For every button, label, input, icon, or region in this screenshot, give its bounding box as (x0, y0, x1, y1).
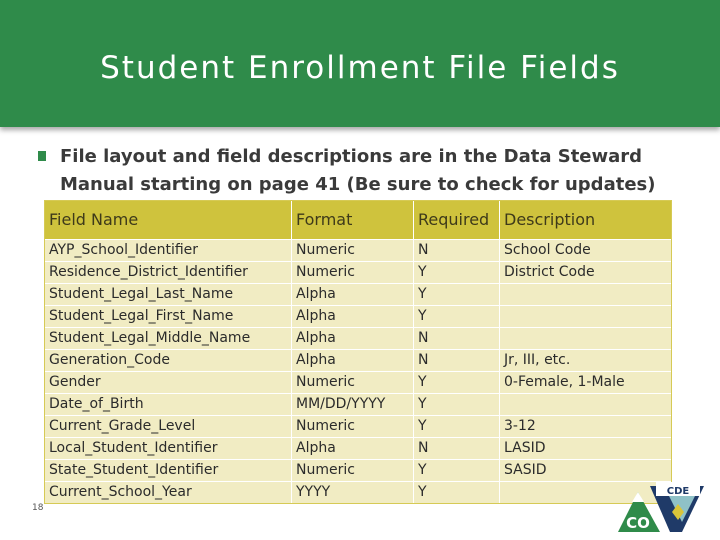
cell-description: District Code (504, 264, 595, 280)
cell-field-name: Gender (45, 372, 292, 393)
cell-format: Numeric (292, 240, 414, 261)
cell-format: MM/DD/YYYY (292, 394, 414, 415)
table-row (45, 416, 671, 438)
logo-top-text: CDE (666, 486, 690, 497)
bullet-marker-icon (38, 151, 46, 161)
table-row (45, 438, 671, 460)
header-required: Required (414, 201, 500, 239)
cell-required: Y (414, 306, 500, 327)
table-row (45, 240, 671, 262)
cell-field-name: Student_Legal_Last_Name (45, 284, 292, 305)
cell-required: Y (414, 416, 500, 437)
cell-required: Y (414, 372, 500, 393)
table-header-row (45, 201, 671, 240)
cell-description: 3-12 (504, 418, 536, 434)
cell-field-name: Student_Legal_First_Name (45, 306, 292, 327)
bullet-point (38, 143, 698, 199)
cell-required: N (414, 328, 500, 349)
table-row (45, 394, 671, 416)
cell-description: Jr, III, etc. (504, 352, 571, 368)
cell-required: N (414, 350, 500, 371)
cell-format: YYYY (292, 482, 414, 503)
logo-main-text: CO (626, 514, 650, 532)
table-row (45, 284, 671, 306)
cell-format: Alpha (292, 438, 414, 459)
cell-description (500, 328, 671, 349)
cell-field-name: Local_Student_Identifier (45, 438, 292, 459)
bullet-text: File layout and field descriptions are in the Data Steward Manual starting on page 41 (Be sure to check for updates) (60, 146, 656, 195)
cell-required: Y (414, 460, 500, 481)
cell-required: Y (414, 262, 500, 283)
table-row (45, 482, 671, 503)
cell-format: Alpha (292, 306, 414, 327)
cell-required: N (414, 240, 500, 261)
header-format: Format (292, 201, 414, 239)
table-row (45, 262, 671, 284)
header-description: Description (504, 210, 596, 229)
cell-description: SASID (504, 462, 547, 478)
table-row (45, 328, 671, 350)
slide-number: 18 (32, 503, 44, 513)
table-row (45, 372, 671, 394)
cell-format: Numeric (292, 416, 414, 437)
table-row (45, 350, 671, 372)
cell-format: Numeric (292, 372, 414, 393)
cell-description (500, 394, 671, 415)
fields-table (44, 200, 672, 504)
cell-field-name: AYP_School_Identifier (45, 240, 292, 261)
table-body (45, 240, 671, 503)
cell-format: Alpha (292, 350, 414, 371)
cell-field-name: Date_of_Birth (45, 394, 292, 415)
cell-required: Y (414, 394, 500, 415)
cell-description (500, 284, 671, 305)
cell-field-name: Generation_Code (45, 350, 292, 371)
slide-title: Student Enrollment File Fields (100, 50, 620, 86)
cell-format: Alpha (292, 284, 414, 305)
cell-required: Y (414, 482, 500, 503)
cell-field-name: State_Student_Identifier (45, 460, 292, 481)
cell-format: Alpha (292, 328, 414, 349)
title-bar (0, 0, 720, 127)
cell-format: Numeric (292, 460, 414, 481)
cell-description: 0-Female, 1-Male (504, 374, 625, 390)
cde-colorado-logo (614, 482, 704, 532)
table-row (45, 460, 671, 482)
cell-field-name: Current_Grade_Level (45, 416, 292, 437)
cell-field-name: Residence_District_Identifier (45, 262, 292, 283)
cell-format: Numeric (292, 262, 414, 283)
header-field-name: Field Name (45, 201, 292, 239)
cell-required: Y (414, 284, 500, 305)
table-row (45, 306, 671, 328)
cell-field-name: Current_School_Year (45, 482, 292, 503)
cell-description: LASID (504, 440, 546, 456)
cell-description (500, 306, 671, 327)
cell-required: N (414, 438, 500, 459)
cell-field-name: Student_Legal_Middle_Name (45, 328, 292, 349)
cell-description: School Code (504, 242, 591, 258)
